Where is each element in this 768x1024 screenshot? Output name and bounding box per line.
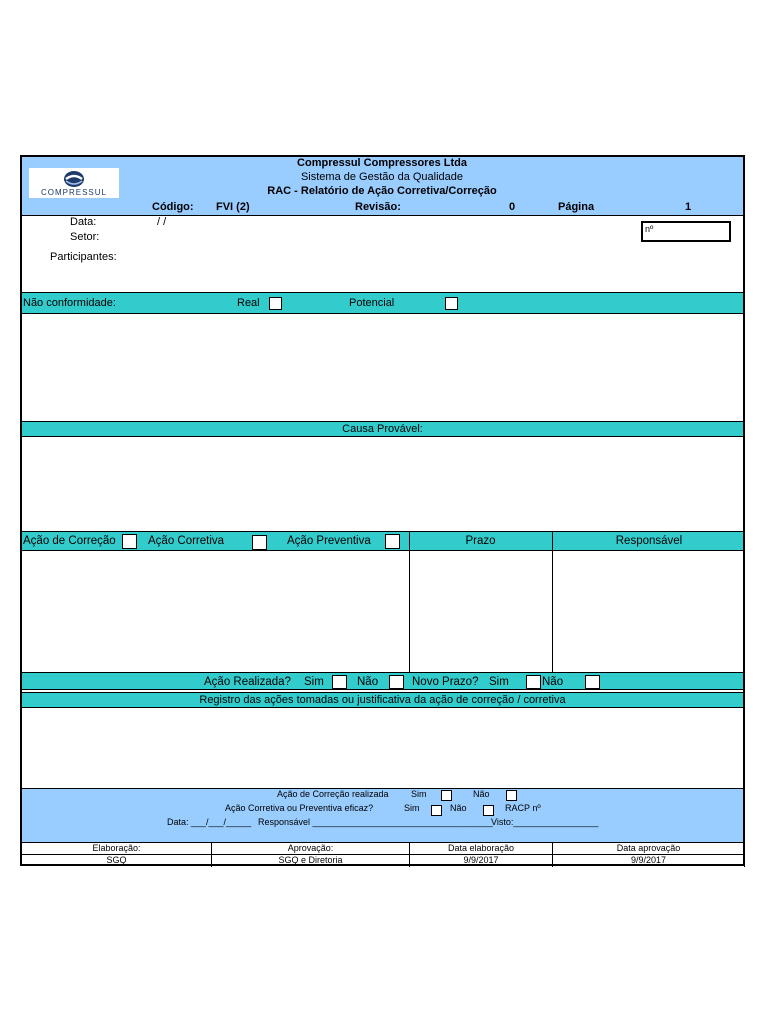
footer-value-elaboracao: SGQ: [106, 855, 127, 865]
realizada-nao-label: Não: [357, 676, 379, 688]
footer-col-4: [744, 843, 745, 867]
eficaz-nao-label: Não: [450, 803, 467, 813]
acao-realizada-bar: [22, 672, 743, 690]
pagina-label: Página: [558, 201, 595, 213]
verif-sim-label: Sim: [411, 789, 427, 799]
participantes-label: Participantes:: [50, 251, 117, 263]
verif-sim-checkbox[interactable]: [441, 790, 452, 801]
data-label: Data:: [70, 216, 97, 228]
data-value[interactable]: / /: [157, 216, 167, 228]
prazo-header: Prazo: [465, 535, 496, 547]
nao-conformidade-label: Não conformidade:: [23, 297, 116, 309]
eficaz-label: Ação Corretiva ou Preventiva eficaz?: [225, 803, 374, 813]
verificacao-section: [22, 788, 743, 842]
realizada-sim-label: Sim: [304, 676, 324, 688]
logo-text: COMPRESSUL: [40, 188, 107, 197]
acao-realizada-label: Ação Realizada?: [204, 676, 291, 688]
realizada-nao-checkbox[interactable]: [389, 675, 404, 689]
report-title: RAC - Relatório de Ação Corretiva/Correção: [267, 185, 497, 197]
acao-corretiva-label: Ação Corretiva: [148, 535, 225, 547]
novo-prazo-sim-checkbox[interactable]: [526, 675, 541, 689]
novo-prazo-label: Novo Prazo?: [412, 676, 479, 688]
form-header: [22, 157, 743, 216]
revisao-label: Revisão:: [355, 201, 401, 213]
verif-responsavel-line[interactable]: Responsável ____________________________________: [258, 817, 493, 827]
col-divider-1: [409, 531, 410, 672]
company-name: Compressul Compressores Ltda: [297, 157, 467, 169]
acao-preventiva-checkbox[interactable]: [385, 534, 400, 549]
nao-conformidade-bar: [22, 292, 743, 314]
footer-value-data-elaboracao: 9/9/2017: [463, 855, 499, 865]
correcao-realizada-label: Ação de Correção realizada: [277, 789, 389, 799]
rac-form: [20, 155, 745, 866]
responsavel-header: Responsável: [615, 535, 683, 547]
codigo-label: Código:: [152, 201, 194, 213]
eficaz-sim-checkbox[interactable]: [431, 805, 442, 816]
novo-prazo-nao-checkbox[interactable]: [585, 675, 600, 689]
numero-field[interactable]: [641, 221, 731, 242]
real-label: Real: [237, 297, 260, 309]
codigo-value: FVI (2): [216, 201, 250, 213]
novo-prazo-sim-label: Sim: [489, 676, 509, 688]
eficaz-sim-label: Sim: [404, 803, 420, 813]
footer-header-elaboracao: Elaboração:: [92, 843, 141, 853]
footer-table: [22, 842, 745, 866]
novo-prazo-nao-label: Não: [542, 676, 564, 688]
verif-nao-checkbox[interactable]: [506, 790, 517, 801]
numero-label: nº: [645, 224, 654, 234]
acao-corretiva-checkbox[interactable]: [252, 535, 267, 550]
system-name: Sistema de Gestão da Qualidade: [300, 171, 464, 183]
racp-label: RACP nº: [505, 803, 541, 813]
company-logo: [29, 168, 119, 198]
pagina-value: 1: [685, 201, 692, 213]
verif-nao-label: Não: [473, 789, 490, 799]
col-divider-2: [552, 531, 553, 672]
potencial-label: Potencial: [349, 297, 395, 309]
acao-correcao-label: Ação de Correção: [23, 535, 116, 547]
verif-data-line[interactable]: Data: ___/___/_____: [167, 817, 252, 827]
acoes-bar: [22, 531, 743, 551]
footer-header-data-aprovacao: Data aprovação: [616, 843, 681, 853]
footer-header-aprovacao: Aprovação:: [287, 843, 334, 853]
acao-preventiva-label: Ação Preventiva: [287, 535, 371, 547]
realizada-sim-checkbox[interactable]: [332, 675, 347, 689]
registro-bar: [22, 692, 743, 708]
causa-bar: [22, 421, 743, 437]
footer-header-data-elaboracao: Data elaboração: [447, 843, 515, 853]
causa-label: Causa Provável:: [342, 423, 423, 435]
revisao-value: 0: [509, 201, 516, 213]
footer-value-data-aprovacao: 9/9/2017: [630, 855, 667, 865]
potencial-checkbox[interactable]: [445, 297, 458, 310]
acao-correcao-checkbox[interactable]: [122, 534, 137, 549]
real-checkbox[interactable]: [269, 297, 282, 310]
setor-label: Setor:: [70, 231, 100, 243]
verif-visto-line[interactable]: Visto:_________________: [491, 817, 599, 827]
eficaz-nao-checkbox[interactable]: [483, 805, 494, 816]
footer-value-aprovacao: SGQ e Diretoria: [278, 855, 343, 865]
registro-label: Registro das ações tomadas ou justificativa da ação de correção / corretiva: [199, 694, 566, 706]
